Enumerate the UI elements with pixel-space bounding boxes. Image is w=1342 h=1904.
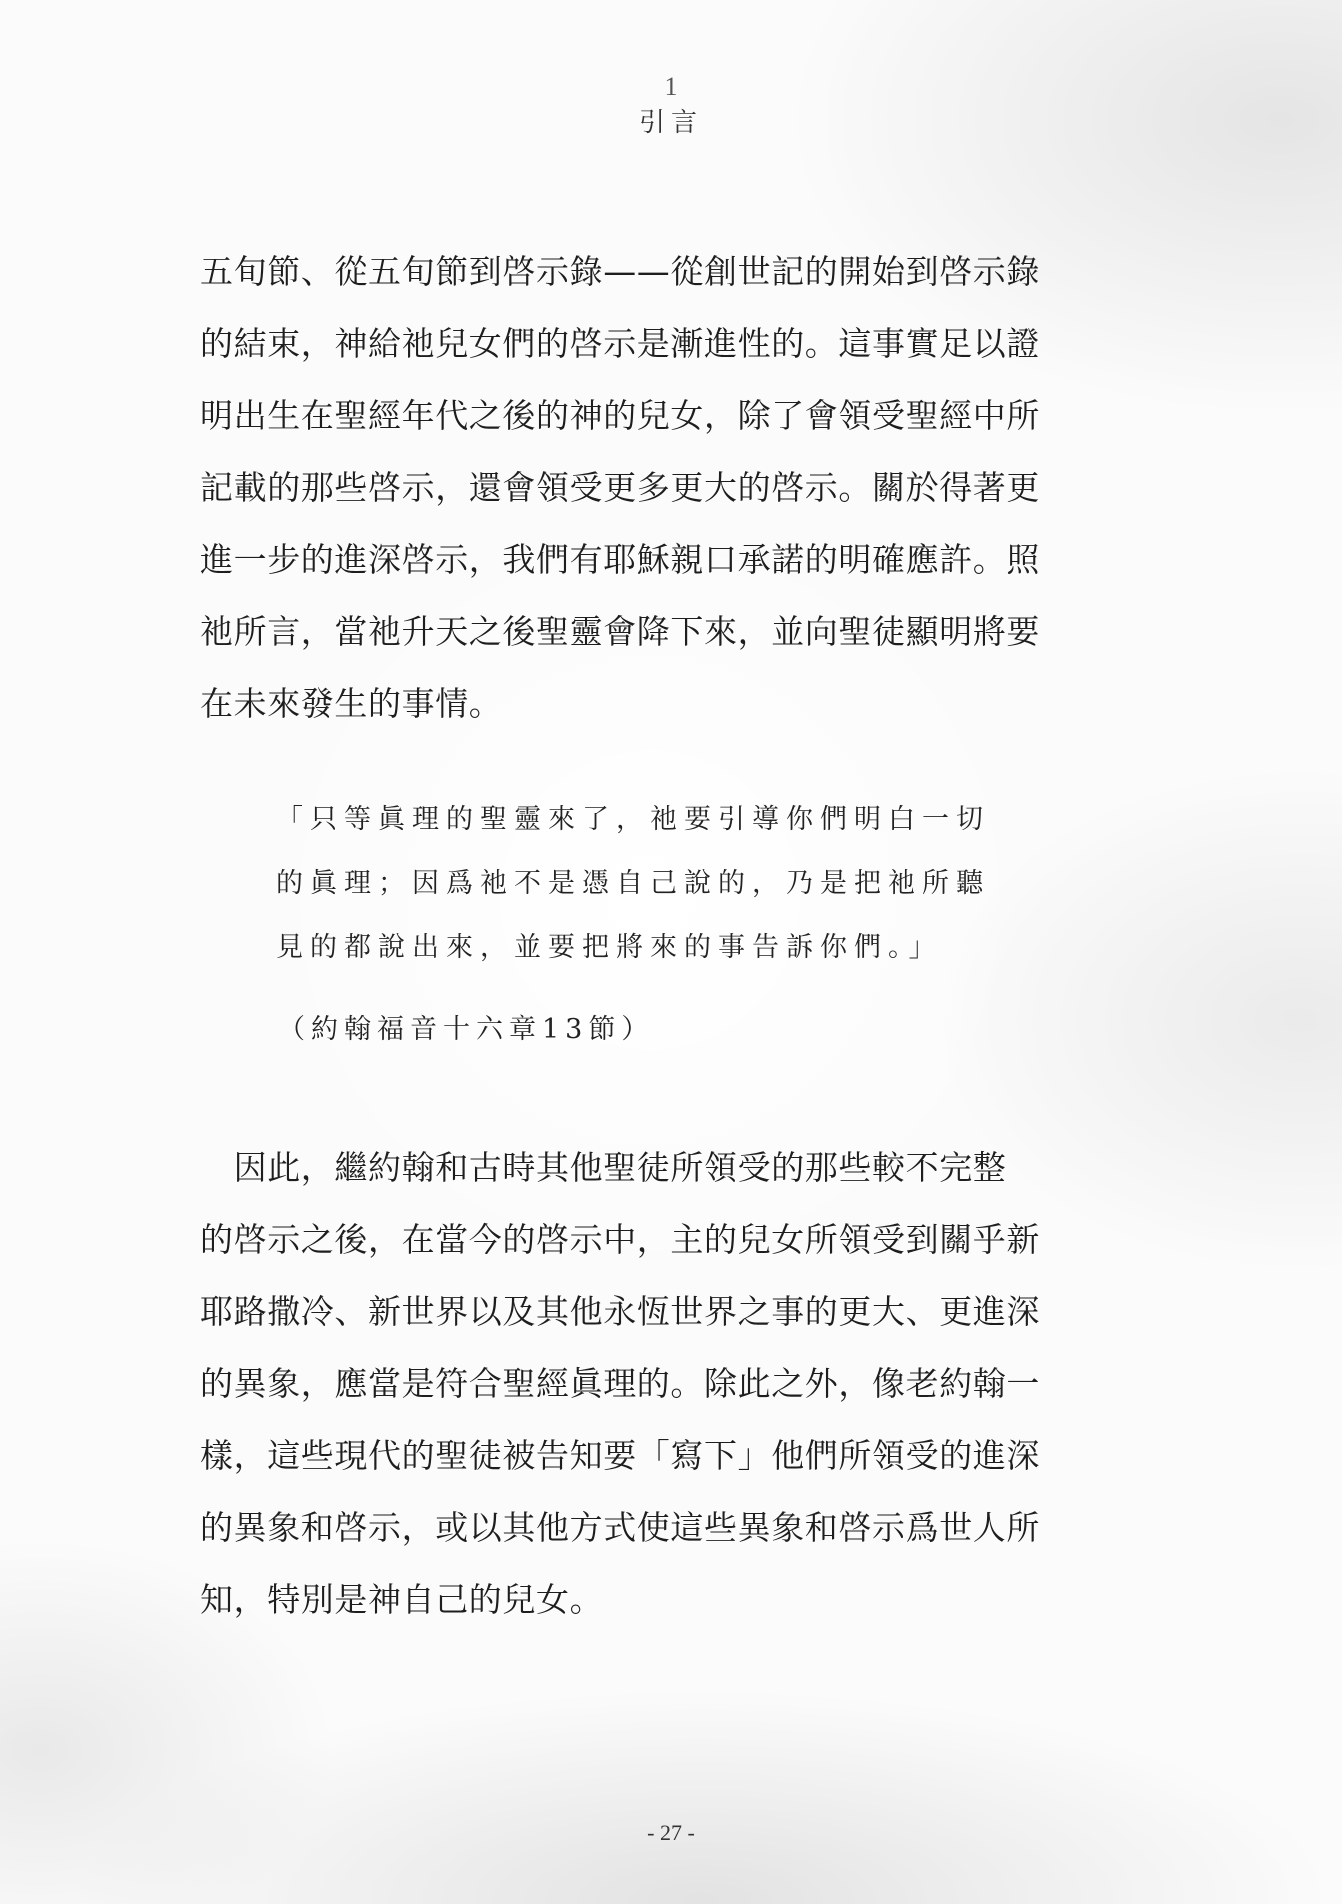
paragraph-2 (200, 1132, 1146, 1636)
paragraph-line: 五旬節、從五旬節到啓示錄——從創世記的開始到啓示錄 (200, 252, 1040, 291)
scripture-quote (276, 788, 1076, 980)
paragraph-line: 記載的那些啓示，還會領受更多更大的啓示。關於得著更 (200, 468, 1040, 507)
quote-line: 「只等眞理的聖靈來了，祂要引導你們明白一切 (276, 804, 990, 835)
paragraph-line: 的結束，神給祂兒女們的啓示是漸進性的。這事實足以證 (200, 324, 1040, 363)
chapter-title: 引言 (638, 108, 703, 138)
paragraph-line: 的啓示之後，在當今的啓示中，主的兒女所領受到關乎新 (200, 1220, 1040, 1259)
quote-line: 見的都說出來，並要把將來的事告訴你們。」 (276, 932, 943, 963)
page-number: - 27 - (647, 1820, 695, 1845)
paragraph-1 (200, 236, 1146, 740)
paragraph-line: 祂所言，當祂升天之後聖靈會降下來，並向聖徒顯明將要 (200, 612, 1040, 651)
chapter-number: 1 (664, 72, 678, 101)
paragraph-line: 在未來發生的事情。 (200, 684, 503, 723)
paragraph-line: 耶路撒冷、新世界以及其他永恆世界之事的更大、更進深 (200, 1292, 1040, 1331)
paragraph-line: 進一步的進深啓示，我們有耶穌親口承諾的明確應許。照 (200, 540, 1040, 579)
paragraph-line: 的異象，應當是符合聖經眞理的。除此之外，像老約翰一 (200, 1364, 1040, 1403)
paragraph-line: 的異象和啓示，或以其他方式使這些異象和啓示爲世人所 (200, 1508, 1040, 1547)
quote-citation: （約翰福音十六章13節） (278, 1014, 655, 1045)
paragraph-line: 知，特別是神自己的兒女。 (200, 1580, 604, 1619)
paragraph-line: 因此，繼約翰和古時其他聖徒所領受的那些較不完整 (200, 1148, 1007, 1187)
paragraph-line: 明出生在聖經年代之後的神的兒女，除了會領受聖經中所 (200, 396, 1040, 435)
paragraph-line: 樣，這些現代的聖徒被告知要「寫下」他們所領受的進深 (200, 1436, 1040, 1475)
quote-line: 的眞理；因爲祂不是憑自己說的，乃是把祂所聽 (276, 868, 990, 899)
